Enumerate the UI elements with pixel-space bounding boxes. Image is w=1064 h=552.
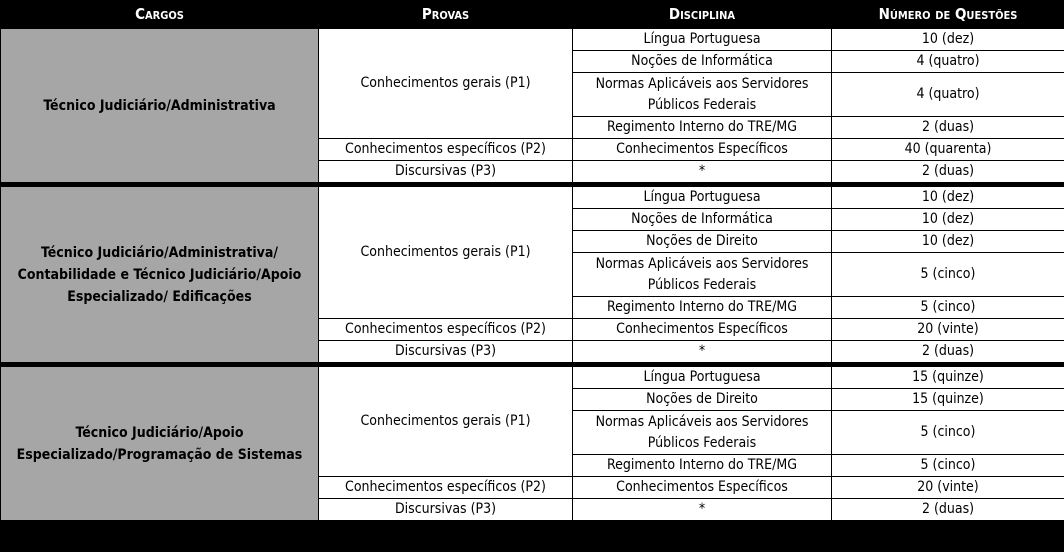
table-row [1,29,1064,51]
questoes-cell: 2 (duas) [832,161,1064,183]
disciplina-cell: * [573,499,832,521]
disciplina-cell: Noções de Direito [573,231,832,253]
questoes-cell: 4 (quatro) [832,73,1064,117]
cargo-cell: Técnico Judiciário/Administrativa/ Contabilidade e Técnico Judiciário/Apoio Especializado/ Edificações [1,187,319,363]
disciplina-cell: Normas Aplicáveis aos Servidores Públicos Federais [573,411,832,455]
header-cargos: Cargos [1,0,319,29]
questoes-cell: 2 (duas) [832,341,1064,363]
disciplina-cell: Língua Portuguesa [573,29,832,51]
questoes-cell: 10 (dez) [832,187,1064,209]
questoes-cell: 10 (dez) [832,209,1064,231]
disciplina-cell: Noções de Informática [573,51,832,73]
questoes-cell: 15 (quinze) [832,389,1064,411]
questoes-cell: 2 (duas) [832,117,1064,139]
disciplina-cell: Normas Aplicáveis aos Servidores Públicos Federais [573,73,832,117]
disciplina-cell: Conhecimentos Específicos [573,139,832,161]
prova-gerais-cell: Conhecimentos gerais (P1) [319,367,573,477]
questoes-cell: 2 (duas) [832,499,1064,521]
questoes-cell: 5 (cinco) [832,297,1064,319]
disciplina-cell: Normas Aplicáveis aos Servidores Públicos Federais [573,253,832,297]
disciplina-cell: Noções de Informática [573,209,832,231]
prova-especificos-cell: Conhecimentos específicos (P2) [319,319,573,341]
questoes-cell: 40 (quarenta) [832,139,1064,161]
prova-gerais-cell: Conhecimentos gerais (P1) [319,29,573,139]
questoes-cell: 4 (quatro) [832,51,1064,73]
disciplina-cell: Regimento Interno do TRE/MG [573,117,832,139]
disciplina-cell: Conhecimentos Específicos [573,319,832,341]
questoes-cell: 5 (cinco) [832,455,1064,477]
cargo-cell: Técnico Judiciário/Administrativa [1,29,319,183]
disciplina-cell: Regimento Interno do TRE/MG [573,455,832,477]
prova-especificos-cell: Conhecimentos específicos (P2) [319,477,573,499]
prova-discursivas-cell: Discursivas (P3) [319,161,573,183]
disciplina-cell: Noções de Direito [573,389,832,411]
disciplina-cell: Língua Portuguesa [573,187,832,209]
prova-especificos-cell: Conhecimentos específicos (P2) [319,139,573,161]
disciplina-cell: Língua Portuguesa [573,367,832,389]
table-row [1,367,1064,389]
prova-discursivas-cell: Discursivas (P3) [319,341,573,363]
header-provas: Provas [319,0,573,29]
disciplina-cell: * [573,341,832,363]
questoes-cell: 20 (vinte) [832,477,1064,499]
questoes-cell: 5 (cinco) [832,411,1064,455]
questoes-cell: 5 (cinco) [832,253,1064,297]
header-row [1,0,1064,29]
cargo-cell: Técnico Judiciário/Apoio Especializado/Programação de Sistemas [1,367,319,521]
header-disciplina: Disciplina [573,0,832,29]
table-body [1,29,1064,521]
questoes-cell: 10 (dez) [832,29,1064,51]
questoes-cell: 15 (quinze) [832,367,1064,389]
questoes-cell: 10 (dez) [832,231,1064,253]
disciplina-cell: Conhecimentos Específicos [573,477,832,499]
prova-discursivas-cell: Discursivas (P3) [319,499,573,521]
table-row [1,187,1064,209]
header-numero-questoes: Número de Questões [832,0,1064,29]
questoes-cell: 20 (vinte) [832,319,1064,341]
prova-gerais-cell: Conhecimentos gerais (P1) [319,187,573,319]
disciplina-cell: * [573,161,832,183]
disciplina-cell: Regimento Interno do TRE/MG [573,297,832,319]
